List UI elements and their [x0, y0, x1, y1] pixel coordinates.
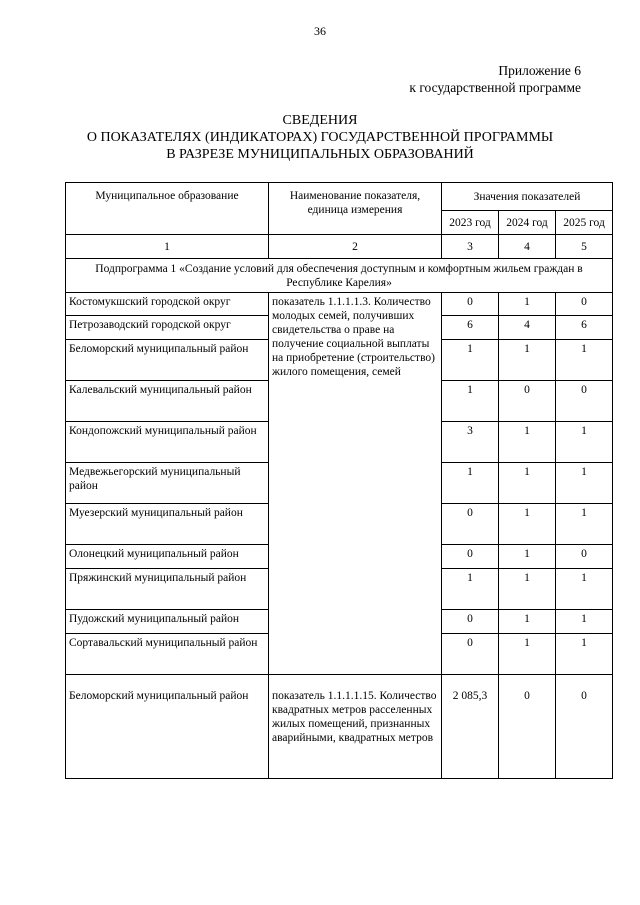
value-2024: 4 — [499, 316, 556, 340]
value-2025: 1 — [556, 634, 613, 675]
municipality-cell: Беломорский муниципальный район — [66, 340, 269, 381]
value-2025: 1 — [556, 340, 613, 381]
value-2025: 1 — [556, 422, 613, 463]
value-2025: 1 — [556, 504, 613, 545]
title-line-2: О ПОКАЗАТЕЛЯХ (ИНДИКАТОРАХ) ГОСУДАРСТВЕННОЙ ПРОГРАММЫ — [86, 130, 554, 145]
municipality-cell: Пудожский муниципальный район — [66, 610, 269, 634]
appendix-line-1: Приложение 6 — [498, 63, 581, 78]
value-2025: 1 — [556, 463, 613, 504]
municipality-cell: Костомукшский городской округ — [66, 293, 269, 316]
value-2023: 2 085,3 — [442, 687, 499, 779]
value-2024: 0 — [499, 687, 556, 779]
value-2024: 1 — [499, 545, 556, 569]
column-number-5: 5 — [556, 235, 613, 259]
municipality-cell: Сортавальский муниципальный район — [66, 634, 269, 675]
value-2023: 6 — [442, 316, 499, 340]
appendix-note — [409, 62, 581, 96]
column-number-4: 4 — [499, 235, 556, 259]
municipality-cell: Медвежьегорский муниципальный район — [66, 463, 269, 504]
header-year-2024: 2024 год — [499, 211, 556, 235]
column-number-3: 3 — [442, 235, 499, 259]
value-2024: 1 — [499, 610, 556, 634]
value-2025: 0 — [556, 381, 613, 422]
municipality-cell: Петрозаводский городской округ — [66, 316, 269, 340]
table-row — [66, 293, 613, 316]
value-2023: 1 — [442, 463, 499, 504]
value-2024: 0 — [499, 381, 556, 422]
value-2025: 1 — [556, 610, 613, 634]
value-2023: 0 — [442, 634, 499, 675]
spacer-row — [66, 675, 613, 687]
title-line-1: СВЕДЕНИЯ — [282, 113, 358, 128]
value-2025: 6 — [556, 316, 613, 340]
subprogram-row: Подпрограмма 1 «Создание условий для обеспечения доступным и комфортным жильем граждан в Республике Карелия» — [66, 259, 613, 293]
appendix-line-2: к государственной программе — [409, 80, 581, 95]
column-number-2: 2 — [269, 235, 442, 259]
value-2023: 1 — [442, 381, 499, 422]
value-2024: 1 — [499, 340, 556, 381]
header-indicator: Наименование показателя, единица измерения — [269, 183, 442, 235]
document-title — [0, 112, 640, 163]
municipality-cell: Кондопожский муниципальный район — [66, 422, 269, 463]
indicator-cell: показатель 1.1.1.1.15. Количество квадратных метров расселенных жилых помещений, признанных аварийными, квадратных метров — [269, 687, 442, 779]
value-2023: 0 — [442, 610, 499, 634]
value-2024: 1 — [499, 422, 556, 463]
header-values: Значения показателей — [442, 183, 613, 211]
header-year-2023: 2023 год — [442, 211, 499, 235]
value-2024: 1 — [499, 504, 556, 545]
value-2024: 1 — [499, 634, 556, 675]
value-2025: 0 — [556, 687, 613, 779]
value-2023: 0 — [442, 293, 499, 316]
value-2023: 0 — [442, 545, 499, 569]
header-year-2025: 2025 год — [556, 211, 613, 235]
page-number: 36 — [314, 24, 326, 38]
municipality-cell: Муезерский муниципальный район — [66, 504, 269, 545]
value-2023: 1 — [442, 569, 499, 610]
municipality-cell: Пряжинский муниципальный район — [66, 569, 269, 610]
value-2025: 0 — [556, 293, 613, 316]
header-municipality: Муниципальное образование — [66, 183, 269, 235]
value-2024: 1 — [499, 569, 556, 610]
table-row — [66, 687, 613, 779]
indicators-table — [65, 182, 613, 779]
value-2025: 0 — [556, 545, 613, 569]
municipality-cell: Беломорский муниципальный район — [66, 687, 269, 779]
title-line-3: В РАЗРЕЗЕ МУНИЦИПАЛЬНЫХ ОБРАЗОВАНИЙ — [166, 147, 474, 162]
municipality-cell: Олонецкий муниципальный район — [66, 545, 269, 569]
indicator-cell: показатель 1.1.1.1.3. Количество молодых семей, получивших свидетельства о праве на получение социальной выплаты на приобретение (строительство) жилого помещения, семей — [269, 293, 442, 675]
value-2023: 1 — [442, 340, 499, 381]
value-2024: 1 — [499, 293, 556, 316]
column-number-1: 1 — [66, 235, 269, 259]
municipality-cell: Калевальский муниципальный район — [66, 381, 269, 422]
value-2025: 1 — [556, 569, 613, 610]
value-2023: 3 — [442, 422, 499, 463]
value-2024: 1 — [499, 463, 556, 504]
value-2023: 0 — [442, 504, 499, 545]
